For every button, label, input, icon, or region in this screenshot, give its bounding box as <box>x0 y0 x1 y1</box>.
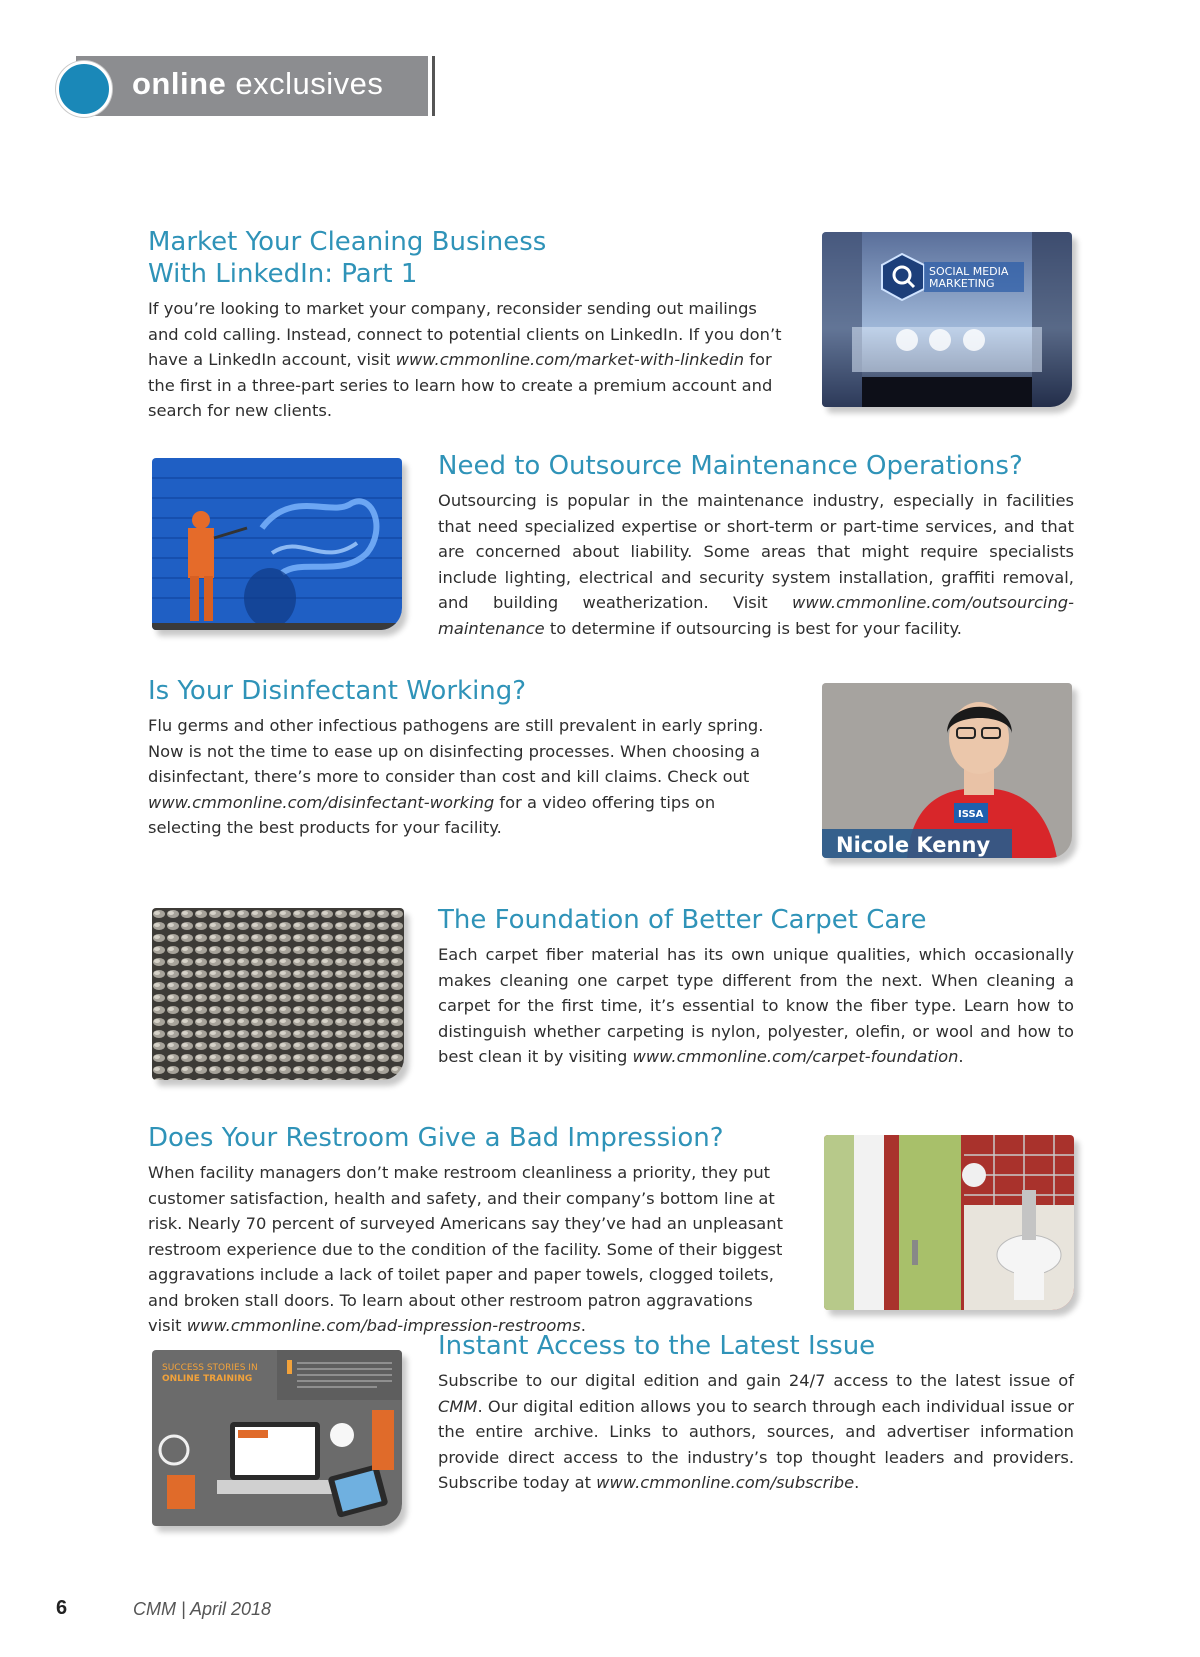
article-link[interactable]: www.cmmonline.com/subscribe <box>596 1473 855 1492</box>
article-body <box>438 488 1074 641</box>
article-restroom <box>148 1122 790 1339</box>
article-body <box>438 942 1074 1070</box>
digital-edition-photo <box>152 1350 402 1526</box>
article-title <box>148 226 786 290</box>
article-link[interactable]: www.cmmonline.com/market-with-linkedin <box>395 350 745 369</box>
article-body-text: Flu germs and other infectious pathogens are still prevalent in early spring. Now is not the time to ease up on disinfecting processes. When choosing a disinfectant, there’s more to consider than cost and kill claims. Check out <box>148 716 764 786</box>
article-outsourcing <box>438 450 1074 641</box>
article-title: Instant Access to the Latest Issue <box>438 1331 876 1361</box>
article-link[interactable]: www.cmmonline.com/carpet-foundation <box>632 1047 959 1066</box>
magazine-headline-line1: SUCCESS STORIES IN <box>162 1363 258 1373</box>
article-body-text-end: . <box>958 1047 964 1066</box>
article-title: Does Your Restroom Give a Bad Impression? <box>148 1123 724 1153</box>
video-caption: Nicole Kenny <box>836 833 991 857</box>
restroom-photo <box>824 1135 1074 1310</box>
article-body-text-end: to determine if outsourcing is best for your facility. <box>544 618 962 638</box>
section-title-light: exclusives <box>235 66 384 101</box>
article-title: The Foundation of Better Carpet Care <box>438 905 927 935</box>
article-digital-edition <box>438 1330 1074 1496</box>
article-linkedin <box>148 226 786 424</box>
article-link[interactable]: www.cmmonline.com/bad-impression-restrooms <box>186 1316 581 1335</box>
article-body <box>438 1368 1074 1496</box>
banner-circle-icon <box>56 61 112 117</box>
video-thumbnail[interactable] <box>822 683 1072 858</box>
article-body <box>148 296 786 424</box>
article-title: Need to Outsource Maintenance Operations? <box>438 451 1023 481</box>
banner-divider <box>432 56 435 116</box>
article-carpet <box>438 904 1074 1070</box>
article-body-text-mid: . Our digital edition allows you to search through each individual issue or the entire archive. Links to authors, sources, and advertiser information provide direct access to the industry’s top thought leaders and providers. Subscribe today at <box>438 1396 1074 1492</box>
article-body-text: Outsourcing is popular in the maintenance industry, especially in facilities that need specialized expertise or short-term or part-time services, and that are concerned about liability. Some areas that might require specialists include lighting, electrical and security system installation, graffiti removal, and building weatherization. Visit <box>438 491 1074 612</box>
article-body-text-end: . <box>580 1316 586 1335</box>
article-title: Is Your Disinfectant Working? <box>148 676 527 706</box>
article-link[interactable]: www.cmmonline.com/disinfectant-working <box>148 792 495 812</box>
article-body <box>148 713 788 841</box>
graffiti-removal-photo <box>152 458 402 630</box>
article-body-text-end: . <box>854 1473 860 1492</box>
image-label-line1: SOCIAL MEDIA <box>929 265 1009 278</box>
article-title-line2: With LinkedIn: Part 1 <box>148 259 418 289</box>
publication-footer: CMM | April 2018 <box>133 1599 272 1619</box>
article-body-text-end: for a video offering tips on selecting the best products for your facility. <box>148 792 716 837</box>
article-title-line1: Market Your Cleaning Business <box>148 227 547 257</box>
article-body-text: When facility managers don’t make restroom cleanliness a priority, they put customer satisfaction, health and safety, and their company’s bottom line at risk. Nearly 70 percent of surveyed Americans say they’ve had an unpleasant restroom experience due to the condition of the facility. Some of their biggest aggravations include a lack of toilet paper and paper towels, clogged toilets, and broken stall doors. To learn about other restroom patron aggravations visit <box>148 1163 783 1335</box>
article-body-text: Subscribe to our digital edition and gain 24/7 access to the latest issue of <box>438 1371 1074 1390</box>
article-link[interactable]: www.cmmonline.com/outsourcing-maintenance <box>438 593 1074 638</box>
carpet-photo <box>152 908 404 1080</box>
article-body-text: If you’re looking to market your company, reconsider sending out mailings and cold calling. Instead, connect to potential clients on LinkedIn. If you don’t have a LinkedIn account, visit <box>148 299 782 369</box>
article-disinfectant <box>148 675 788 841</box>
page-number: 6 <box>56 1597 68 1619</box>
article-body <box>148 1160 790 1339</box>
section-title <box>132 66 383 102</box>
article-body-text: Each carpet fiber material has its own unique qualities, which occasionally makes cleaning one carpet type different from the next. When cleaning a carpet for the first time, it’s essential to know the fiber type. Learn how to distinguish whether carpeting is nylon, polyester, olefin, or wool and how to best clean it by visiting <box>438 945 1074 1066</box>
social-media-photo <box>822 232 1072 407</box>
magazine-headline-line2: ONLINE TRAINING <box>162 1374 253 1384</box>
section-title-bold: online <box>132 66 227 101</box>
article-body-italic: CMM <box>438 1396 478 1416</box>
image-label-line2: MARKETING <box>929 277 995 290</box>
article-body-text-end: for the first in a three-part series to learn how to create a premium account and search for new clients. <box>148 350 773 420</box>
issa-badge: ISSA <box>958 809 984 820</box>
